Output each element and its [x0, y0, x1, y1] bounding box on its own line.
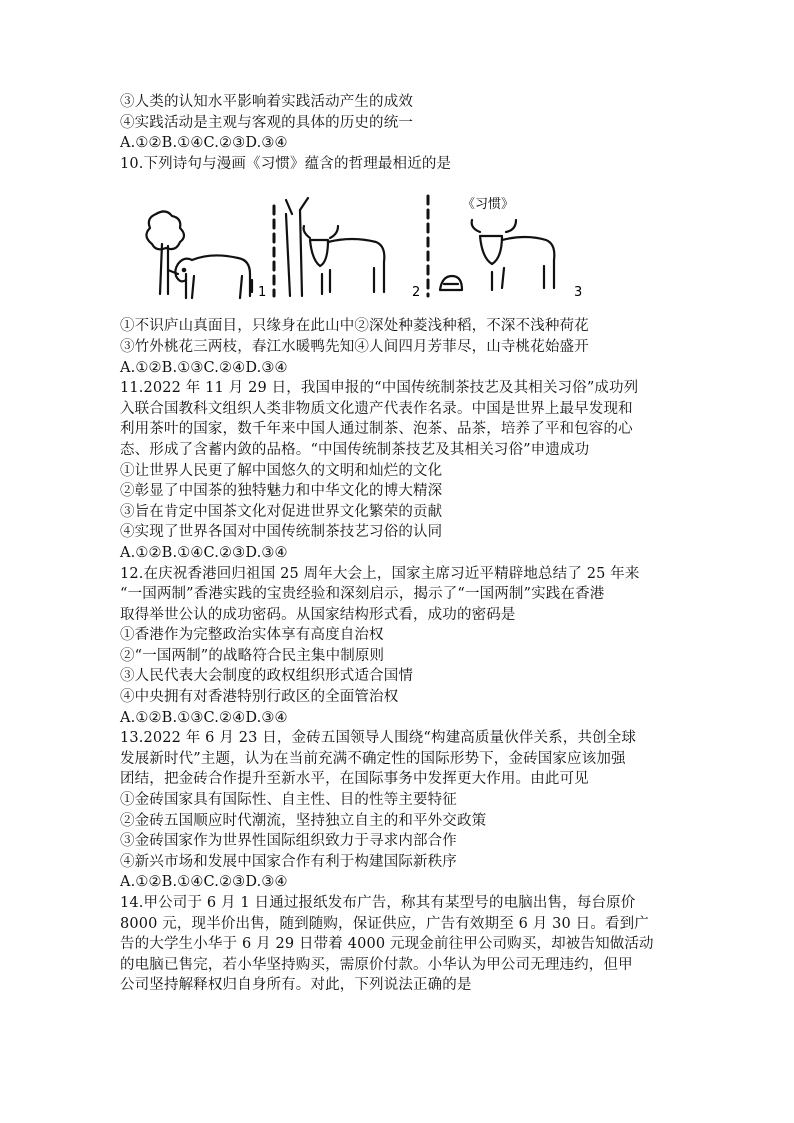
option-line: ④新兴市场和发展中国家合作有利于构建国际新秩序	[120, 853, 457, 870]
option-line: ②“一国两制”的战略符合民主集中制原则	[120, 647, 385, 664]
question-11	[120, 378, 680, 563]
option-line: ①让世界人民更了解中国悠久的文明和灿烂的文化	[120, 462, 443, 479]
question-text: 公司坚持解释权归自身所有。对此，下列说法正确的是	[120, 977, 472, 994]
question-13	[120, 728, 680, 893]
question-text: 告的大学生小华于 6 月 29 日带着 4000 元现金前往甲公司购买，却被告知做活动	[120, 936, 654, 953]
answer-choices: A.①②B.①④C.②③D.③④	[120, 135, 288, 152]
question-text: 14.甲公司于 6 月 1 日通过报纸发布广告，称其有某型号的电脑出售，每台原价	[120, 895, 636, 911]
option-line: ①不识庐山真面目，只缘身在此山中②深处种菱浅种稻，不深不浅种荷花	[120, 318, 589, 335]
question-text: “一国两制”香港实践的宝贵经验和深刻启示，揭示了“一国两制”实践在香港	[120, 586, 605, 603]
option-line: ④实现了世界各国对中国传统制茶技艺习俗的认同	[120, 524, 443, 541]
question-text: 的电脑已售完，若小华坚持购买，需原价付款。小华认为甲公司无理违约，但甲	[120, 956, 633, 973]
panel-number: 1	[258, 285, 267, 301]
panel-number: 2	[412, 285, 421, 301]
option-line: ③竹外桃花三两枝，春江水暖鸭先知④人间四月芳菲尽，山寺桃花始盛开	[120, 338, 589, 355]
question-9-tail	[120, 92, 680, 154]
question-text: 态、形成了含蓄内敛的品格。“中国传统制茶技艺及其相关习俗”申遗成功	[120, 441, 590, 458]
answer-choices: A.①②B.①③C.②④D.③④	[120, 359, 288, 376]
stump-icon	[440, 276, 462, 290]
tree-trunk-icon	[286, 198, 308, 296]
question-text: 入联合国教科文组织人类非物质文化遗产代表作名录。中国是世界上最早发现和	[120, 400, 633, 417]
question-text: 12.在庆祝香港回归祖国 25 周年大会上，国家主席习近平精辟地总结了 25 年来	[120, 565, 640, 582]
question-14	[120, 893, 680, 996]
question-text: 8000 元，现半价出售，随到随购，保证供应，广告有效期至 6 月 30 日。看到广	[120, 915, 649, 932]
exam-page	[120, 92, 680, 996]
question-stem: 10.下列诗句与漫画《习惯》蕴含的哲理最相近的是	[120, 155, 452, 172]
option-line: ④实践活动是主观与客观的具体的历史的统一	[120, 114, 413, 131]
question-text: 取得举世公认的成功密码。从国家结构形式看，成功的密码是	[120, 606, 516, 623]
tree-icon	[146, 212, 184, 295]
question-text: 发展新时代”主题，认为在当前充满不确定性的国际形势下，金砖国家应该加强	[120, 750, 626, 767]
answer-choices: A.①②B.①③C.②④D.③④	[120, 709, 288, 726]
option-line: ②彰显了中国茶的独特魅力和中华文化的博大精深	[120, 483, 443, 500]
option-line: ①香港作为完整政治实体享有高度自治权	[120, 627, 384, 644]
question-12	[120, 564, 680, 729]
question-text: 团结，把金砖合作提升至新水平，在国际事务中发挥更大作用。由此可见	[120, 771, 589, 788]
question-text: 13.2022 年 6 月 23 日，金砖五国领导人围绕“构建高质量伙伴关系，共创全球	[120, 730, 637, 747]
option-line: ③人类的认知水平影响着实践活动产生的成效	[120, 94, 413, 110]
option-line: ④中央拥有对香港特别行政区的全面管治权	[120, 689, 399, 706]
ox-icon	[175, 256, 250, 299]
answer-choices: A.①②B.①④C.②③D.③④	[120, 874, 288, 891]
answer-choices: A.①②B.①④C.②③D.③④	[120, 544, 288, 561]
cartoon-title: 《习惯》	[462, 197, 515, 213]
option-line: ①金砖国家具有国际性、自主性、目的性等主要特征	[120, 792, 457, 809]
option-line: ②金砖五国顺应时代潮流，坚持独立自主的和平外交政策	[120, 812, 487, 829]
question-text: 利用茶叶的国家，数千年来中国人通过制茶、泡茶、品茶，培养了平和包容的心	[120, 421, 633, 438]
option-line: ③人民代表大会制度的政权组织形式适合国情	[120, 668, 413, 685]
option-line: ③金砖国家作为世界性国际组织致力于寻求内部合作	[120, 833, 457, 850]
question-10	[120, 154, 680, 378]
option-line: ③旨在肯定中国茶文化对促进世界文化繁荣的贡献	[120, 503, 443, 520]
ox-icon	[304, 226, 385, 294]
panel-number: 3	[574, 285, 583, 301]
ox-icon	[472, 220, 555, 290]
cartoon-drawing	[134, 186, 590, 306]
cartoon-habit	[134, 186, 590, 306]
question-text: 11.2022 年 11 月 29 日，我国申报的“中国传统制茶技艺及其相关习俗”成功列	[120, 380, 639, 397]
